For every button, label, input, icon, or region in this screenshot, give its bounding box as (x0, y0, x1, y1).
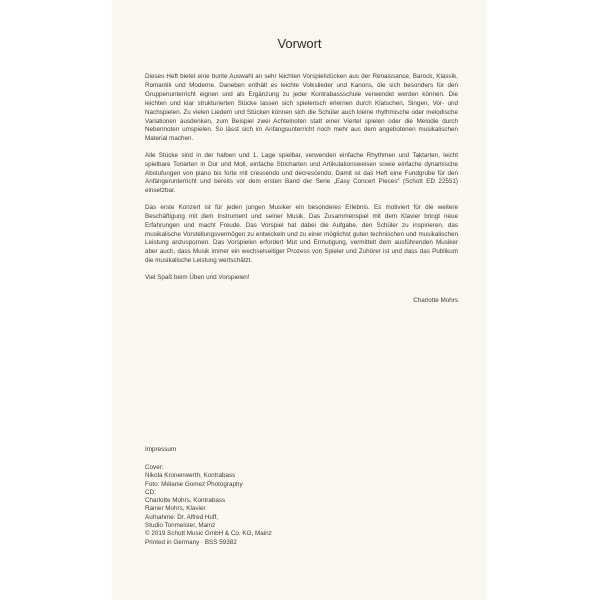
impressum-heading: Impressum (145, 446, 177, 453)
impressum-line: CD: (145, 488, 156, 496)
impressum-line: Nikola Kronenwerth, Kontrabass (145, 472, 236, 480)
impressum-line: Aufnahme: Dr. Alfred Huff, (145, 513, 219, 521)
preface-body (145, 73, 458, 290)
paragraph-4: Viel Spaß beim Üben und Vorspielen! (145, 273, 250, 281)
signature: Charlotte Mohrs (413, 297, 458, 304)
impressum-line: Charlotte Mohrs, Kontrabass (145, 497, 226, 505)
impressum-line: Rainer Mohrs, Klavier (145, 505, 206, 513)
paragraph-3: Das erste Konzert ist für jeden jungen Musiker ein besonderes Erlebnis. Es motiviert für die weitere Beschäftigung mit dem Instrument und seiner Musik. Das Zusammenspiel mit dem Klavier bringt neue Erfahrungen und macht Freude. Das Vorspiel hat dabei die Aufgabe, den Schüler zu inspirieren, das musikalische Vorstellungsvermögen zu entwickeln und zu einer möglichst guten technischen und musikalischen Leistung anzuspornen. Das Vorspielen erfordert Mut und Ermutigung, vermittelt dem ausführenden Musiker aber auch, dass Musik immer ein wechselseitiger Prozess von Spieler und Zuhörer ist und dass das Publikum die musikalische Leistung wertschätzt. (145, 203, 458, 265)
document-page (113, 0, 486, 600)
impressum-line: Studio Tonmeister, Mainz (145, 522, 216, 530)
impressum-line: Cover: (145, 464, 164, 471)
page-title: Vorwort (277, 36, 322, 51)
impressum-block (145, 464, 272, 547)
impressum-line: Foto: Mélanie Gomez Photography (145, 480, 243, 488)
paragraph-2: Alle Stücke sind in der halben und 1. Lage spielbar, verwenden einfache Rhythmen und Taktarten, leicht spielbare Tonarten in Dur und Moll, einfache Stricharten und Artikulationsweisen sowie einfache dynamische Abstufungen von piano bis forte mit crescendo und decrescendo. Damit ist das Heft eine Fundgrube für den Anfängerunterricht und bereits vor dem ersten Band der Serie „Easy Concert Pieces“ (Schott ED 22551) einsetzbar. (145, 151, 458, 195)
impressum-line: © 2019 Schott Music GmbH & Co. KG, Mainz (145, 530, 272, 538)
paragraph-1: Dieses Heft bietet eine bunte Auswahl an sehr leichten Vorspielstücken aus der Renaissance, Barock, Klassik, Romantik und Moderne. Daneben enthält es leichte Volkslieder und Kanons, die sich besonders für den Gruppenunterricht eignen und als Ergänzung zu jeder Kontrabassschule verwendet werden können. Die leichten und klar strukturierten Stücke lassen sich spielerisch erlernen durch Klatschen, Singen, Vor- und Nachspielen. Zu vielen Liedern und Stücken können sich die Schüler auch kleine rhythmische oder melodische Variationen ausdenken, zum Beispiel zwei Achtelnoten statt einer Viertel spielen oder die Melodie durch Nebennoten umspielen. So lässt sich im Anfangsunterricht noch mehr aus dem angebotenen musikalischen Material machen. (145, 73, 458, 143)
impressum-line: Printed in Germany · BSS 59382 (145, 538, 237, 546)
